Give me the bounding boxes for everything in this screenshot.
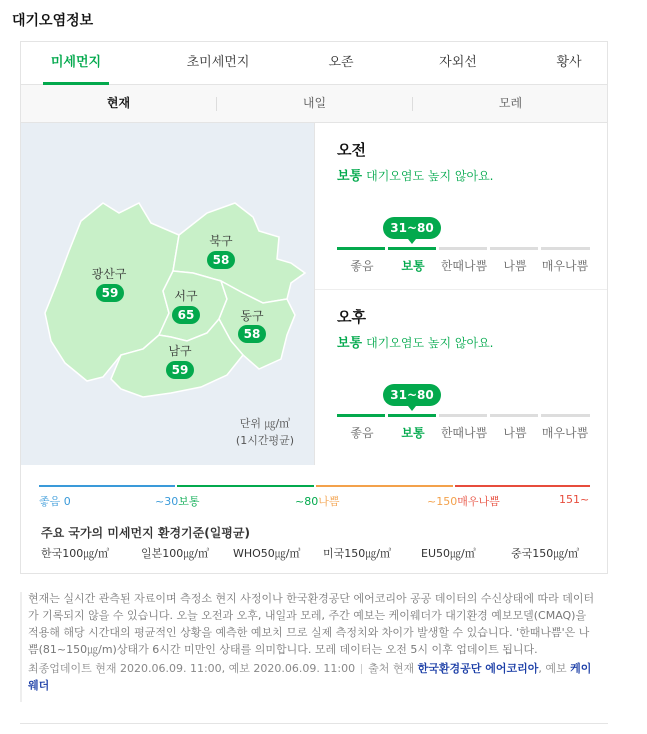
legend-bar-good	[39, 485, 175, 487]
divider	[20, 723, 608, 724]
scale-label-temp-bad: 한때나쁨	[440, 426, 488, 440]
district-value-nam[interactable]: 59	[166, 361, 194, 379]
scale-label-temp-bad: 한때나쁨	[440, 259, 488, 273]
scale-segment-temp-bad	[439, 247, 487, 250]
scale-segment-normal	[388, 414, 436, 417]
scale-segment-normal	[388, 247, 436, 250]
source-link-airkorea[interactable]: 한국환경공단 에어코리아	[417, 662, 539, 675]
legend-label-max: 151~	[559, 493, 590, 506]
air-quality-panel	[20, 41, 608, 574]
district-value-dong[interactable]: 58	[238, 325, 266, 343]
forecast-status	[337, 332, 494, 351]
scale-label-bad: 나쁨	[503, 259, 527, 273]
scale-label-very-bad: 매우나쁨	[541, 259, 589, 273]
notice-text: 현재는 실시간 관측된 자료이며 측정소 현지 사정이나 한국환경공단 에어코리아 공공 데이터의 수신상태에 따라 데이터가 기록되지 않을 수 있습니다. 오늘 오전과 오후, 내일과 모레, 주간 예보는 케이웨더가 대기환경 예보모델(CMAQ)을 적용해 해당 시간대의 평균적인 상황을 예측한 예보치 므로 실제 측정치와 차이가 발생할 수 있습니다. '한때나쁨'은 나쁨(81~150㎍/m)상태가 6시간 미만인 상태를 의미합니다. 모레 데이터는 오전 5시 이후 업데이트 됩니다.	[28, 592, 595, 656]
district-map	[21, 123, 314, 465]
standard-japan: 일본100㎍/㎥	[141, 547, 209, 560]
standard-usa: 미국150㎍/㎥	[323, 547, 391, 560]
district-name-buk: 북구	[209, 234, 233, 248]
scale-label-good: 좋음	[350, 426, 374, 440]
legend-label-normal: ~30보통	[155, 495, 200, 508]
tab-uv[interactable]: 자외선	[439, 55, 477, 70]
forecast-description: 대기오염도 높지 않아요.	[366, 169, 494, 183]
standard-korea: 한국100㎍/㎥	[41, 547, 109, 560]
tab-fine-dust[interactable]: 미세먼지	[43, 42, 109, 84]
tab-day-after-tomorrow[interactable]: 모레	[498, 96, 523, 110]
standard-who: WHO50㎍/㎥	[233, 547, 301, 560]
scale-segment-very-bad	[541, 414, 590, 417]
forecast-description: 대기오염도 높지 않아요.	[366, 336, 494, 350]
district-value-gwangsan[interactable]: 59	[96, 284, 124, 302]
forecast-period-title: 오후	[337, 308, 366, 326]
source-mid: , 예보	[538, 662, 567, 675]
data-notice	[20, 590, 608, 694]
tab-today[interactable]: 현재	[106, 96, 131, 110]
scale-segment-bad	[490, 414, 538, 417]
tab-yellow-dust[interactable]: 황사	[556, 55, 582, 70]
scale-segment-good	[337, 414, 385, 417]
scale-segment-good	[337, 247, 385, 250]
unit-average-label: (1시간평균)	[235, 434, 294, 447]
district-value-buk[interactable]: 58	[207, 251, 235, 269]
legend-label-bad: ~80나쁨	[295, 495, 340, 508]
tab-tomorrow[interactable]: 내일	[302, 96, 327, 110]
notice-meta	[20, 660, 608, 694]
scale-label-normal: 보통	[401, 259, 425, 273]
district-name-gwangsan: 광산구	[91, 267, 127, 281]
scale-label-very-bad: 매우나쁨	[541, 426, 589, 440]
standard-eu: EU50㎍/㎥	[421, 547, 476, 560]
tab-ozone[interactable]: 오존	[328, 55, 354, 70]
forecast-grade: 보통	[337, 336, 363, 351]
scale-segment-temp-bad	[439, 414, 487, 417]
scale-label-good: 좋음	[350, 259, 374, 273]
pollutant-tabs	[21, 42, 607, 85]
forecast-morning	[315, 123, 607, 289]
page-title: 대기오염정보	[12, 13, 94, 29]
day-tabs	[21, 85, 607, 123]
legend-label-good: 좋음 0	[39, 495, 71, 508]
divider	[361, 664, 362, 674]
standards-title: 주요 국가의 미세먼지 환경기준(일평균)	[41, 526, 250, 540]
district-value-seo[interactable]: 65	[172, 306, 200, 324]
scale-segment-very-bad	[541, 247, 590, 250]
forecast-grade: 보통	[337, 169, 363, 184]
forecast-status	[337, 165, 494, 184]
scale-segment-bad	[490, 247, 538, 250]
forecast-period-title: 오전	[337, 141, 366, 159]
update-time: 최종업데이트 현재 2020.06.09. 11:00, 예보 2020.06.09. 11:00	[28, 662, 356, 675]
district-name-dong: 동구	[240, 309, 264, 323]
source-prefix: 출처 현재	[368, 662, 415, 675]
unit-label: 단위 ㎍/㎥	[239, 417, 291, 430]
legend-bar-very-bad	[455, 485, 590, 487]
range-pill: 31~80	[383, 384, 441, 406]
district-name-seo: 서구	[174, 289, 198, 303]
legend-bar-bad	[316, 485, 453, 487]
scale-label-bad: 나쁨	[503, 426, 527, 440]
scale-label-normal: 보통	[401, 426, 425, 440]
source-link-kweather[interactable]: 케이웨더	[28, 662, 592, 692]
legend-bar-normal	[177, 485, 314, 487]
forecast-afternoon	[315, 290, 607, 465]
tab-ultrafine-dust[interactable]: 초미세먼지	[186, 55, 250, 70]
unit-note	[236, 415, 294, 449]
standard-china: 중국150㎍/㎥	[511, 547, 579, 560]
range-pill: 31~80	[383, 217, 441, 239]
district-name-nam: 남구	[168, 344, 192, 358]
legend-label-very-bad: ~150매우나쁨	[427, 495, 500, 508]
